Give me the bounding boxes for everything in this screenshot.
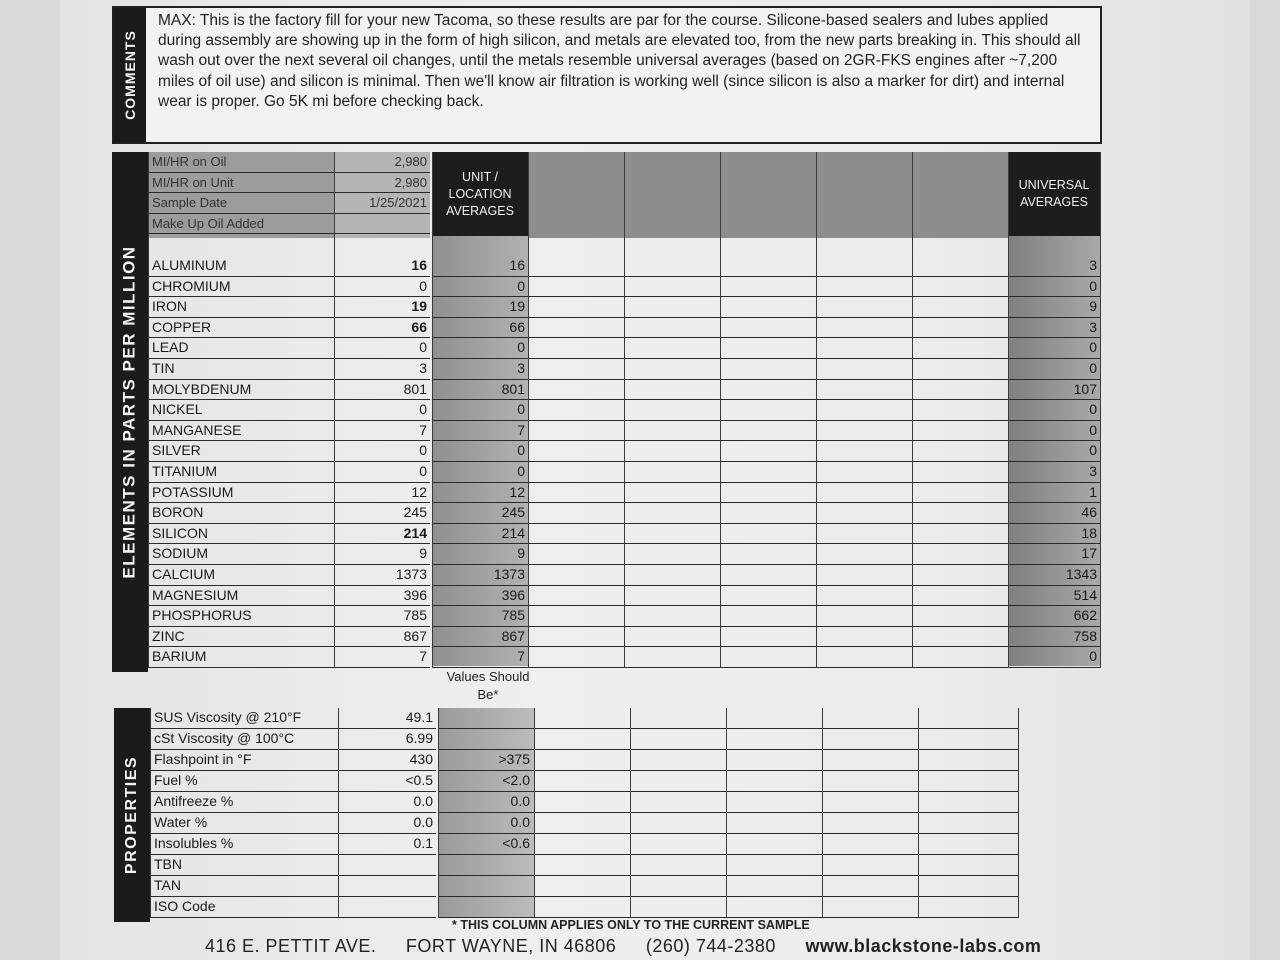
- property-should-be: >375: [438, 750, 534, 771]
- element-value: 19: [334, 297, 430, 318]
- element-value: 0: [334, 441, 430, 462]
- element-universal: 0: [1008, 421, 1100, 442]
- property-value: 0.0: [338, 792, 436, 813]
- element-name: BORON: [148, 503, 334, 524]
- element-universal: 0: [1008, 441, 1100, 462]
- property-should-be: 0.0: [438, 792, 534, 813]
- element-value: 3: [334, 359, 430, 380]
- element-row-blank: [528, 338, 1008, 359]
- property-row-blank: [534, 813, 1018, 834]
- comments-box: [112, 6, 1102, 144]
- element-universal: 46: [1008, 503, 1100, 524]
- column-divider: [630, 708, 631, 918]
- property-value: <0.5: [338, 771, 436, 792]
- element-name: MOLYBDENUM: [148, 380, 334, 401]
- property-should-be: [438, 897, 534, 918]
- element-universal: 3: [1008, 462, 1100, 483]
- property-should-be: <0.6: [438, 834, 534, 855]
- element-row-blank: [528, 586, 1008, 607]
- property-value: 430: [338, 750, 436, 771]
- element-average: 801: [432, 380, 528, 401]
- column-divider: [720, 152, 721, 668]
- property-should-be: [438, 729, 534, 750]
- element-value: 0: [334, 277, 430, 298]
- column-divider: [148, 152, 149, 668]
- element-average: 0: [432, 462, 528, 483]
- element-universal: 0: [1008, 400, 1100, 421]
- column-divider: [528, 152, 529, 668]
- column-divider: [726, 708, 727, 918]
- element-row-blank: [528, 565, 1008, 586]
- element-average: 16: [432, 256, 528, 277]
- element-average: 12: [432, 483, 528, 504]
- element-name: POTASSIUM: [148, 483, 334, 504]
- website[interactable]: www.blackstone-labs.com: [805, 936, 1042, 956]
- element-universal: 662: [1008, 606, 1100, 627]
- element-universal: 0: [1008, 359, 1100, 380]
- element-average: 245: [432, 503, 528, 524]
- unit-location-header: UNIT / LOCATION AVERAGES: [432, 152, 528, 236]
- element-name: IRON: [148, 297, 334, 318]
- element-average: 9: [432, 544, 528, 565]
- element-row-blank: [528, 380, 1008, 401]
- element-row-blank: [528, 462, 1008, 483]
- element-average: 0: [432, 400, 528, 421]
- property-name: Antifreeze %: [150, 792, 338, 813]
- properties-label: [114, 708, 150, 922]
- element-name: COPPER: [148, 318, 334, 339]
- element-name: LEAD: [148, 338, 334, 359]
- property-value: 49.1: [338, 708, 436, 729]
- element-universal: 3: [1008, 318, 1100, 339]
- column-divider: [338, 708, 339, 918]
- element-average: 785: [432, 606, 528, 627]
- element-average: 0: [432, 441, 528, 462]
- element-universal: 758: [1008, 627, 1100, 648]
- header-blank-bg: [528, 152, 1008, 238]
- element-universal: 1: [1008, 483, 1100, 504]
- element-value: 16: [334, 256, 430, 277]
- element-row-blank: [528, 359, 1008, 380]
- column-divider: [432, 152, 433, 668]
- header-row-value: [334, 214, 430, 235]
- properties-label-text: PROPERTIES: [123, 755, 141, 875]
- element-value: 245: [334, 503, 430, 524]
- element-name: BARIUM: [148, 647, 334, 668]
- element-universal: 9: [1008, 297, 1100, 318]
- element-universal: 514: [1008, 586, 1100, 607]
- property-row-blank: [534, 729, 1018, 750]
- property-value: 0.1: [338, 834, 436, 855]
- property-name: cSt Viscosity @ 100°C: [150, 729, 338, 750]
- element-row-blank: [528, 544, 1008, 565]
- header-row-value: 2,980: [334, 173, 430, 194]
- element-average: 0: [432, 338, 528, 359]
- street: 416 E. PETTIT AVE.: [205, 936, 377, 956]
- property-row-blank: [534, 750, 1018, 771]
- property-name: Water %: [150, 813, 338, 834]
- element-row-blank: [528, 277, 1008, 298]
- element-average: 0: [432, 277, 528, 298]
- property-value: [338, 897, 436, 918]
- element-universal: 107: [1008, 380, 1100, 401]
- property-row-blank: [534, 834, 1018, 855]
- element-name: ZINC: [148, 627, 334, 648]
- property-value: [338, 876, 436, 897]
- element-value: 1373: [334, 565, 430, 586]
- element-average: 3: [432, 359, 528, 380]
- values-should-be-label: Values Should Be*: [446, 669, 530, 702]
- element-row-blank: [528, 297, 1008, 318]
- property-name: TBN: [150, 855, 338, 876]
- element-value: 801: [334, 380, 430, 401]
- element-row-blank: [528, 441, 1008, 462]
- property-name: ISO Code: [150, 897, 338, 918]
- universal-averages-header: UNIVERSAL AVERAGES: [1008, 152, 1100, 236]
- column-divider: [624, 152, 625, 668]
- element-row-blank: [528, 483, 1008, 504]
- column-divider: [150, 708, 151, 918]
- column-divider: [1008, 152, 1009, 668]
- element-average: 867: [432, 627, 528, 648]
- element-value: 0: [334, 338, 430, 359]
- property-should-be: [438, 708, 534, 729]
- element-universal: 0: [1008, 647, 1100, 668]
- column-divider: [816, 152, 817, 668]
- header-row-value: 1/25/2021: [334, 193, 430, 214]
- element-name: CHROMIUM: [148, 277, 334, 298]
- comments-label: [114, 8, 146, 142]
- element-row-blank: [528, 647, 1008, 668]
- element-universal: 3: [1008, 256, 1100, 277]
- header-row-label: Make Up Oil Added: [148, 214, 334, 235]
- element-value: 396: [334, 586, 430, 607]
- element-universal: 1343: [1008, 565, 1100, 586]
- element-row-blank: [528, 318, 1008, 339]
- property-row-blank: [534, 771, 1018, 792]
- column-divider: [1100, 152, 1101, 668]
- footer-note: * THIS COLUMN APPLIES ONLY TO THE CURRENT SAMPLE: [452, 918, 810, 932]
- elements-label-text: ELEMENTS IN PARTS PER MILLION: [120, 245, 140, 579]
- element-name: MAGNESIUM: [148, 586, 334, 607]
- element-row-blank: [528, 627, 1008, 648]
- city: FORT WAYNE, IN 46806: [405, 936, 617, 956]
- column-divider: [822, 708, 823, 918]
- property-name: Insolubles %: [150, 834, 338, 855]
- property-row-blank: [534, 876, 1018, 897]
- elements-label: [112, 152, 148, 672]
- element-name: TIN: [148, 359, 334, 380]
- element-name: TITANIUM: [148, 462, 334, 483]
- element-row-blank: [528, 503, 1008, 524]
- properties-table: [114, 708, 1018, 922]
- property-value: [338, 855, 436, 876]
- lab-address: [205, 936, 1065, 957]
- element-value: 785: [334, 606, 430, 627]
- comments-text: MAX: This is the factory fill for your new Tacoma, so these results are par for the course. Silicone-based sealers and lubes applied during assembly are showing up in the form of high silicon, and metals are elevated too, from the new parts breaking in. This should all wash out over the next several oil changes, until the metals resemble universal averages (based on 2GR-FKS engines after ~7,200 miles of oil use) and silicon is minimal. Then we'll know air filtration is working well (since silicon is also a marker for dirt) and internal wear is proper. Go 5K mi before checking back.: [158, 12, 1081, 110]
- element-universal: 0: [1008, 277, 1100, 298]
- property-should-be: <2.0: [438, 771, 534, 792]
- element-value: 12: [334, 483, 430, 504]
- property-name: Flashpoint in °F: [150, 750, 338, 771]
- element-name: SILICON: [148, 524, 334, 545]
- column-divider: [918, 708, 919, 918]
- element-value: 0: [334, 462, 430, 483]
- element-average: 1373: [432, 565, 528, 586]
- element-universal: 17: [1008, 544, 1100, 565]
- property-name: Fuel %: [150, 771, 338, 792]
- property-row-blank: [534, 792, 1018, 813]
- element-universal: 18: [1008, 524, 1100, 545]
- property-value: 6.99: [338, 729, 436, 750]
- property-value: 0.0: [338, 813, 436, 834]
- element-value: 7: [334, 421, 430, 442]
- column-divider: [438, 708, 439, 918]
- property-name: TAN: [150, 876, 338, 897]
- element-row-blank: [528, 256, 1008, 277]
- elements-table: [112, 152, 1100, 672]
- element-average: 214: [432, 524, 528, 545]
- element-name: ALUMINUM: [148, 256, 334, 277]
- element-name: SODIUM: [148, 544, 334, 565]
- element-value: 214: [334, 524, 430, 545]
- property-should-be: [438, 876, 534, 897]
- header-row-value: 2,980: [334, 152, 430, 173]
- property-row-blank: [534, 855, 1018, 876]
- column-divider: [912, 152, 913, 668]
- comments-label-text: COMMENTS: [122, 30, 139, 120]
- element-name: NICKEL: [148, 400, 334, 421]
- element-row-blank: [528, 421, 1008, 442]
- element-row-blank: [528, 400, 1008, 421]
- element-universal: 0: [1008, 338, 1100, 359]
- element-average: 396: [432, 586, 528, 607]
- element-average: 19: [432, 297, 528, 318]
- header-row-label: Sample Date: [148, 193, 334, 214]
- header-row-label: MI/HR on Unit: [148, 173, 334, 194]
- element-value: 9: [334, 544, 430, 565]
- element-name: CALCIUM: [148, 565, 334, 586]
- element-row-blank: [528, 524, 1008, 545]
- element-value: 7: [334, 647, 430, 668]
- element-average: 66: [432, 318, 528, 339]
- column-divider: [534, 708, 535, 918]
- property-should-be: 0.0: [438, 813, 534, 834]
- column-divider: [1018, 708, 1019, 918]
- property-row-blank: [534, 708, 1018, 729]
- element-name: SILVER: [148, 441, 334, 462]
- element-value: 0: [334, 400, 430, 421]
- column-divider: [334, 152, 335, 668]
- element-value: 867: [334, 627, 430, 648]
- property-name: SUS Viscosity @ 210°F: [150, 708, 338, 729]
- header-row-label: MI/HR on Oil: [148, 152, 334, 173]
- element-value: 66: [334, 318, 430, 339]
- element-row-blank: [528, 606, 1008, 627]
- property-row-blank: [534, 897, 1018, 918]
- element-average: 7: [432, 647, 528, 668]
- element-name: PHOSPHORUS: [148, 606, 334, 627]
- element-average: 7: [432, 421, 528, 442]
- property-should-be: [438, 855, 534, 876]
- phone: (260) 744-2380: [645, 936, 776, 956]
- element-name: MANGANESE: [148, 421, 334, 442]
